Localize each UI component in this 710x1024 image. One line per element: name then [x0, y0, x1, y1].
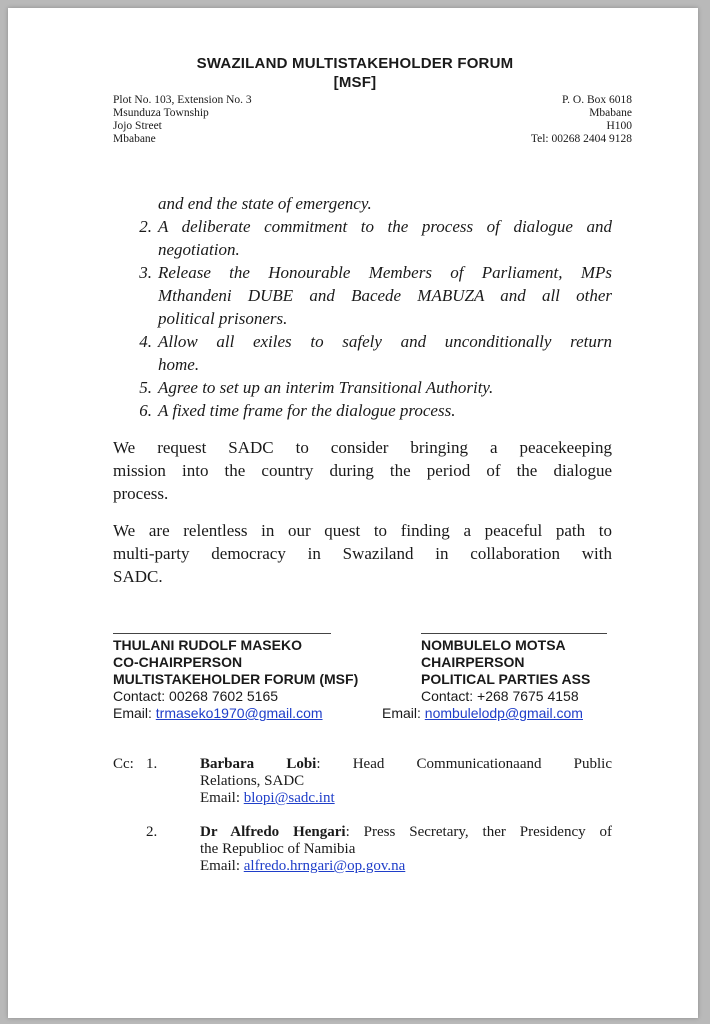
- paragraph-line: SADC.: [113, 567, 163, 586]
- address-line: H100: [606, 120, 632, 132]
- email-link[interactable]: trmaseko1970@gmail.com: [155, 705, 323, 721]
- email-link[interactable]: nombulelodp@gmail.com: [424, 705, 583, 721]
- signatory-email-row: [113, 705, 323, 722]
- list-number: 5.: [139, 378, 152, 397]
- paragraph-line: We request SADC to consider bringing a peacekeeping: [113, 438, 612, 457]
- cc-number: 2.: [146, 824, 158, 840]
- signatory-org: POLITICAL PARTIES ASS: [421, 671, 591, 687]
- cc-recipient-name: Dr Alfredo Hengari: [200, 824, 346, 840]
- paragraph-line: We are relentless in our quest to finding a peaceful path to: [113, 521, 612, 540]
- signatory-role: CO-CHAIRPERSON: [113, 654, 243, 670]
- signatory-name: THULANI RUDOLF MASEKO: [113, 637, 302, 653]
- address-right: [432, 94, 632, 146]
- cc-entry-line: the Republioc of Namibia: [200, 841, 356, 857]
- signature-line-right: [421, 633, 607, 634]
- list-item-line: Allow all exiles to safely and unconditionally return: [158, 332, 612, 351]
- cc-recipient-name: Barbara Lobi: [200, 756, 317, 772]
- cc-email-row: [200, 858, 405, 875]
- address-line: Mbabane: [589, 107, 632, 119]
- cc-recipient-title: : Press Secretary, ther Presidency of: [345, 824, 612, 840]
- signatory-role: CHAIRPERSON: [421, 654, 525, 670]
- signatory-contact: Contact: +268 7675 4158: [421, 688, 579, 704]
- cc-label: Cc:: [113, 756, 134, 772]
- address-line: Plot No. 103, Extension No. 3: [113, 94, 252, 106]
- paragraph-line: mission into the country during the period of the dialogue: [113, 461, 612, 480]
- list-item-line: political prisoners.: [158, 309, 288, 328]
- list-item-line: A fixed time frame for the dialogue process.: [158, 401, 456, 420]
- list-item-line: Mthandeni DUBE and Bacede MABUZA and all other: [158, 286, 612, 305]
- email-label: Email:: [113, 705, 156, 721]
- email-label: Email:: [382, 705, 425, 721]
- address-line: Mbabane: [113, 133, 156, 145]
- address-line: Msunduza Township: [113, 107, 209, 119]
- paragraph-line: multi-party democracy in Swaziland in collaboration with: [113, 544, 612, 563]
- signatory-email-row: [382, 705, 583, 722]
- address-line: Tel: 00268 2404 9128: [530, 133, 632, 145]
- list-item-line: Release the Honourable Members of Parliament, MPs: [158, 263, 612, 282]
- signature-line-left: [113, 633, 331, 634]
- cc-entry-line: [200, 756, 612, 773]
- cc-recipient-title: : Head Communicationaand Public: [316, 756, 612, 772]
- list-number: 2.: [139, 217, 152, 236]
- paragraph-line: process.: [113, 484, 169, 503]
- email-label: Email:: [200, 790, 244, 806]
- list-item-line: A deliberate commitment to the process of dialogue and: [158, 217, 612, 236]
- cc-entry-line: [200, 824, 612, 841]
- address-left: [113, 94, 252, 146]
- cc-entry-line: Relations, SADC: [200, 773, 305, 789]
- list-item-line: home.: [158, 355, 200, 374]
- list-number: 4.: [139, 332, 152, 351]
- list-number: 3.: [139, 263, 152, 282]
- list-item-line: Agree to set up an interim Transitional Authority.: [158, 378, 494, 397]
- email-label: Email:: [200, 858, 244, 874]
- address-line: P. O. Box 6018: [562, 94, 632, 106]
- signatory-name: NOMBULELO MOTSA: [421, 637, 566, 653]
- signatory-org: MULTISTAKEHOLDER FORUM (MSF): [113, 671, 359, 687]
- signatory-contact: Contact: 00268 7602 5165: [113, 688, 279, 704]
- list-number: 6.: [139, 401, 152, 420]
- list-continuation: and end the state of emergency.: [158, 194, 372, 213]
- list-item-line: negotiation.: [158, 240, 240, 259]
- org-name: SWAZILAND MULTISTAKEHOLDER FORUM: [196, 55, 514, 72]
- email-link[interactable]: blopi@sadc.int: [243, 790, 335, 806]
- address-line: Jojo Street: [113, 120, 162, 132]
- cc-email-row: [200, 790, 335, 807]
- cc-number: 1.: [146, 756, 158, 772]
- org-abbreviation: [MSF]: [333, 74, 377, 91]
- email-link[interactable]: alfredo.hrngari@op.gov.na: [243, 858, 406, 874]
